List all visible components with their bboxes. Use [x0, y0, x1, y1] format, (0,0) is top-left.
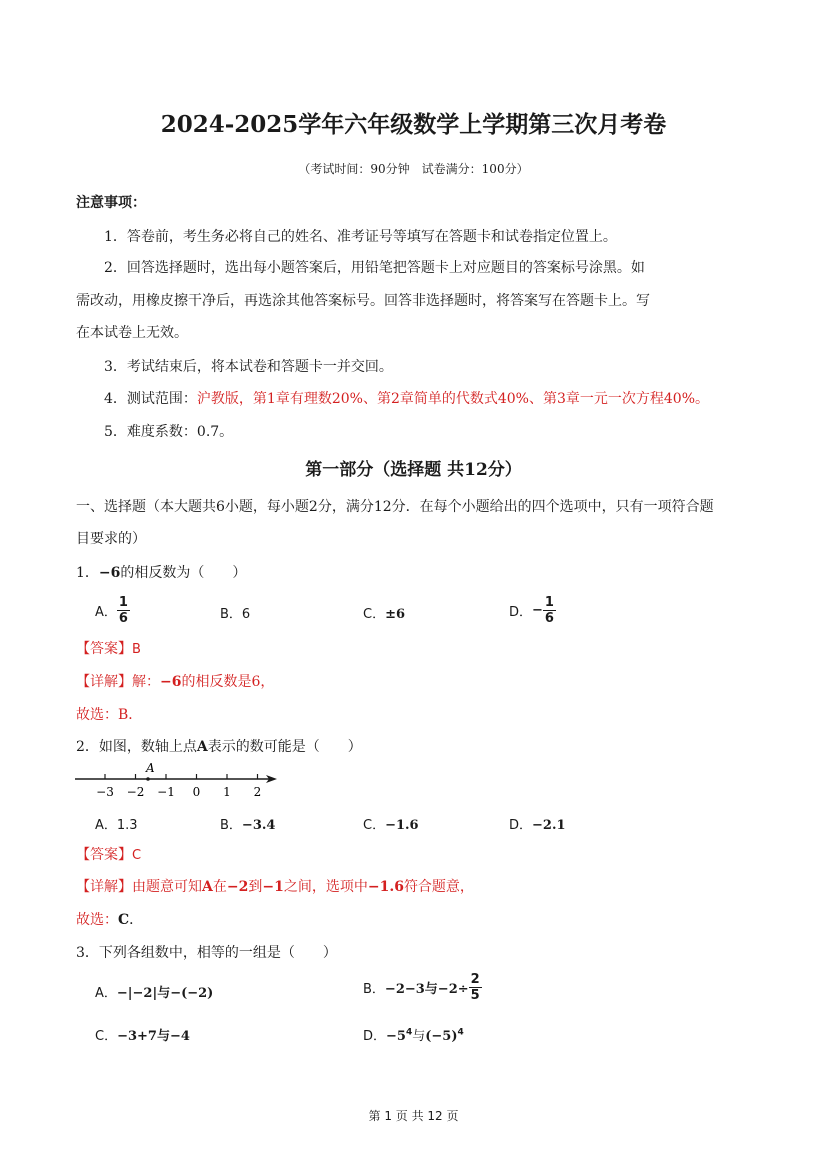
- option-label: A．: [95, 605, 117, 620]
- option-value: −3.4: [241, 818, 276, 833]
- option-label: A．: [95, 986, 117, 1001]
- q2-option-c: [363, 814, 419, 833]
- option-label: C．: [363, 607, 386, 622]
- q2-option-a: [95, 814, 138, 833]
- question-number: 1．: [76, 565, 99, 581]
- detail-text: 到: [248, 879, 263, 895]
- q3-option-c: [95, 1025, 190, 1044]
- note-2-line-3: 在本试卷上无效。: [76, 325, 188, 341]
- detail-text: 由题意可知: [132, 879, 202, 895]
- page-footer: 第 1 页 共 12 页: [368, 1109, 459, 1123]
- option-label: D．: [509, 818, 533, 833]
- q2-answer: [76, 845, 141, 866]
- note-1: 1．答卷前，考生务必将自己的姓名、准考证号等填写在答题卡和试卷指定位置上。: [104, 229, 617, 245]
- exam-info: （考试时间：90分钟 试卷满分：100分）: [298, 162, 529, 176]
- choice-prefix: 故选：: [76, 912, 118, 928]
- option-value: 1.3: [116, 818, 138, 833]
- option-expr: (−5): [425, 1029, 458, 1044]
- section-intro-line-1: 一、选择题（本大题共6小题，每小题2分，满分12分．在每个小题给出的四个选项中，只有一项符合题: [76, 499, 714, 515]
- answer-tag: 【答案】: [76, 641, 132, 657]
- section-title: 第一部分（选择题 共12分）: [305, 460, 522, 480]
- answer-value: B: [132, 642, 141, 657]
- test-scope: 沪教版，第1章有理数20%、第2章简单的代数式40%、第3章一元一次方程40%。: [196, 391, 709, 407]
- option-expr: −5: [386, 1029, 406, 1044]
- point-name: A: [196, 739, 208, 755]
- page-title: 2024-2025学年六年级数学上学期第三次月考卷: [160, 111, 667, 138]
- point-a-label: A: [146, 761, 155, 775]
- notes-heading: 注意事项：: [76, 195, 146, 211]
- option-label: C．: [95, 1029, 118, 1044]
- denominator: 6: [118, 611, 128, 626]
- exponent: 4: [457, 1027, 464, 1038]
- tick-label: 1: [223, 785, 231, 799]
- detail-tag: 【详解】: [76, 879, 132, 895]
- note-2-line-2: 需改动，用橡皮擦干净后，再选涂其他答案标号。回答非选择题时，将答案写在答题卡上。写: [76, 293, 650, 309]
- option-label: B．: [220, 607, 242, 622]
- question-1-stem: [76, 563, 246, 583]
- note-4: [104, 389, 709, 409]
- stem-text: 表示的数可能是（ ）: [207, 739, 362, 755]
- choice-suffix: ．: [129, 912, 144, 928]
- point-name: A: [202, 879, 213, 895]
- exponent: 4: [405, 1027, 413, 1038]
- option-label: A．: [95, 818, 117, 833]
- section-intro-line-2: 目要求的）: [76, 531, 146, 547]
- q2-detail: [76, 877, 474, 897]
- option-label: B．: [220, 818, 242, 833]
- tick-label: 0: [192, 785, 201, 799]
- fraction: [543, 595, 556, 626]
- minus-sign: −: [532, 603, 543, 618]
- detail-text: 在: [212, 879, 227, 895]
- choice-value: C: [118, 912, 130, 928]
- detail-text: 符合题意，: [403, 879, 474, 895]
- option-expr: −3+7与−4: [117, 1029, 190, 1044]
- tick-label: 2: [253, 785, 262, 799]
- q2-option-b: [220, 814, 275, 833]
- q3-option-b: [363, 972, 482, 1003]
- note-2-line-1: 2．回答选择题时，选出每小题答案后，用铅笔把答题卡上对应题目的答案标号涂黑。如: [104, 260, 645, 276]
- point-a-dot: [146, 777, 150, 781]
- q1-option-b: [220, 603, 250, 622]
- denominator: 6: [544, 611, 554, 626]
- q2-choice: [76, 910, 143, 930]
- q1-option-a: [95, 595, 130, 626]
- option-value: ±6: [385, 607, 406, 622]
- question-3-stem: 3．下列各组数中，相等的一组是（ ）: [76, 945, 337, 961]
- tick-label: −3: [96, 785, 114, 799]
- answer-value: C: [132, 848, 142, 863]
- math-expr: −2: [226, 879, 249, 895]
- option-expr: −|−2|与−(−2): [116, 986, 214, 1001]
- option-label: D．: [363, 1029, 387, 1044]
- math-expr: −1.6: [367, 879, 404, 895]
- option-value: −2.1: [532, 818, 566, 833]
- note-5: 5．难度系数：0.7。: [104, 424, 234, 440]
- q1-answer: [76, 639, 141, 660]
- numerator: 1: [118, 595, 128, 610]
- numerator: 1: [544, 595, 554, 610]
- q1-option-d: [509, 595, 556, 626]
- detail-text: 的相反数是6，: [181, 674, 275, 690]
- note-3: 3．考试结束后，将本试卷和答题卡一并交回。: [104, 359, 393, 375]
- fraction: [469, 972, 482, 1003]
- option-value: −1.6: [385, 818, 419, 833]
- q1-choice: 故选：B．: [76, 707, 143, 723]
- q2-option-d: [509, 814, 566, 833]
- note-4-prefix: 4．测试范围：: [104, 391, 197, 407]
- detail-text: 之间，选项中: [283, 879, 368, 895]
- option-label: C．: [363, 818, 386, 833]
- numerator: 2: [470, 972, 480, 987]
- answer-tag: 【答案】: [76, 847, 132, 863]
- q1-detail: [76, 672, 274, 692]
- math-expr: −1: [262, 879, 284, 895]
- option-expr: −2−3与−2÷: [384, 982, 469, 997]
- option-label: B．: [363, 982, 385, 997]
- q1-option-c: [363, 603, 405, 622]
- detail-tag: 【详解】: [76, 674, 132, 690]
- tick-label: −1: [157, 785, 175, 799]
- stem-text: 2．如图，数轴上点: [76, 739, 197, 755]
- detail-text: 解：: [132, 674, 160, 690]
- connector: 与: [412, 1029, 426, 1044]
- tick-label: −2: [126, 785, 145, 799]
- fraction: [117, 595, 130, 626]
- math-expr: −6: [160, 674, 182, 690]
- math-expr: −6: [98, 565, 121, 581]
- number-line: [70, 760, 290, 802]
- question-2-stem: [76, 737, 362, 757]
- denominator: 5: [470, 988, 480, 1003]
- option-value: 6: [241, 607, 251, 622]
- q3-option-d: [363, 1025, 464, 1044]
- option-label: D．: [509, 605, 533, 620]
- stem-text: 的相反数为（ ）: [120, 565, 247, 581]
- q3-option-a: [95, 982, 213, 1001]
